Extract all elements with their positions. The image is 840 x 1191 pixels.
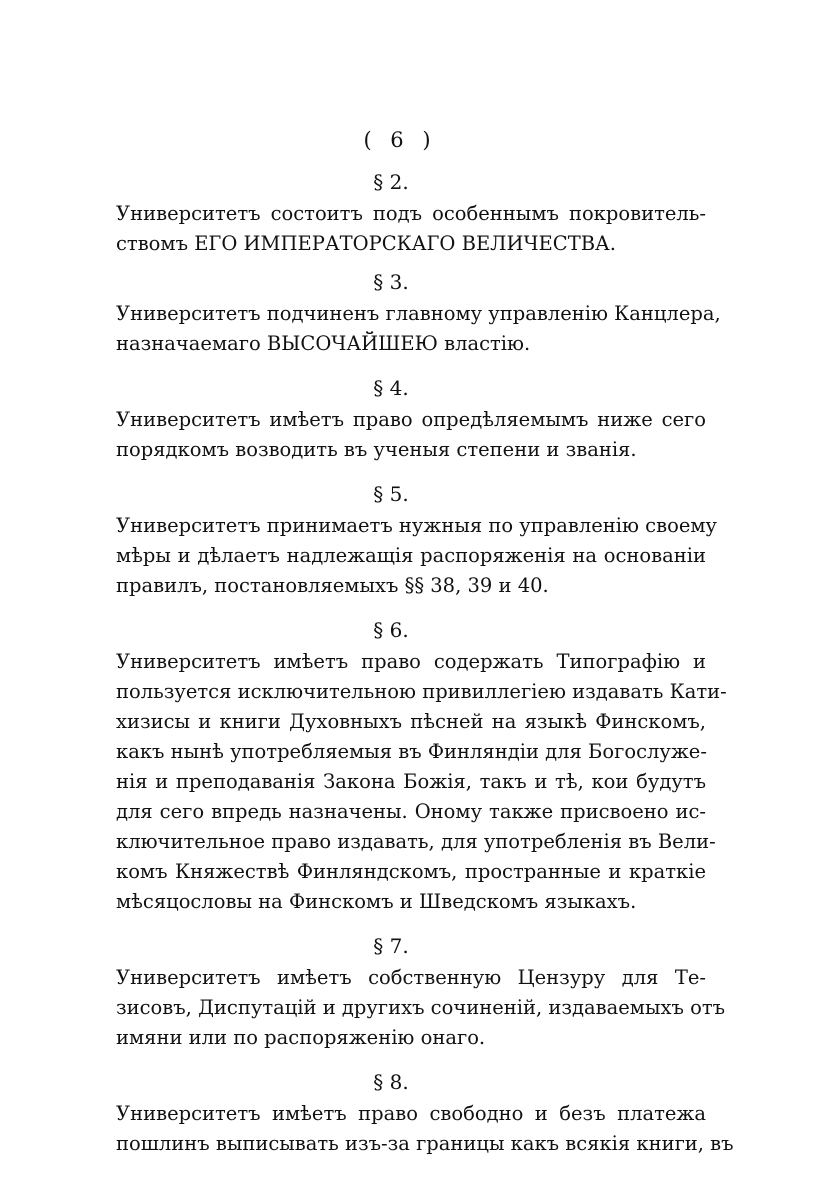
text-line: хизисы и книги Духовныхъ пѣсней на языкѣ Финскомъ, xyxy=(116,710,706,733)
text-line: мѣсяцословы на Финскомъ и Шведскомъ языкахъ. xyxy=(116,890,637,913)
section-paragraph xyxy=(116,405,706,465)
section-paragraph xyxy=(116,511,717,601)
text-line: ствомъ ЕГО ИМПЕРАТОРСКАГО ВЕЛИЧЕСТВА. xyxy=(116,232,616,255)
section-heading: § 2. xyxy=(373,170,409,194)
text-line: имяни или по распоряженію онаго. xyxy=(116,1026,486,1049)
text-line: правилъ, постановляемыхъ §§ 38, 39 и 40. xyxy=(116,574,549,597)
text-line: порядкомъ возводить въ ученыя степени и званія. xyxy=(116,438,637,461)
section-heading: § 4. xyxy=(373,376,409,400)
text-line: нія и преподаванія Закона Божія, такъ и тѣ, кои будутъ xyxy=(116,770,706,793)
text-line: Университетъ подчиненъ главному управленію Канцлера, xyxy=(116,302,721,325)
text-line: комъ Княжествѣ Финляндскомъ, пространные и краткіе xyxy=(116,860,706,883)
section-paragraph xyxy=(116,299,721,359)
text-line: Университетъ имѣетъ право свободно и безъ платежа xyxy=(116,1102,706,1125)
text-line: какъ нынѣ употребляемыя въ Финляндіи для Богослуже- xyxy=(116,740,707,763)
section-paragraph xyxy=(116,647,727,917)
section-paragraph xyxy=(116,199,706,259)
section-heading: § 6. xyxy=(373,618,409,642)
text-line: Университетъ состоитъ подъ особеннымъ покровитель- xyxy=(116,202,706,225)
text-line: зисовъ, Диспутацій и другихъ сочиненій, издаваемыхъ отъ xyxy=(116,996,726,1019)
text-line: Университетъ имѣетъ право содержать Типографію и xyxy=(116,650,706,673)
text-line: назначаемаго ВЫСОЧАЙШЕЮ властію. xyxy=(116,332,531,355)
section-heading: § 7. xyxy=(373,934,409,958)
text-line: мѣры и дѣлаетъ надлежащія распоряженія на основаніи xyxy=(116,544,706,567)
text-line: Университетъ принимаетъ нужныя по управленію своему xyxy=(116,514,717,537)
document-body xyxy=(116,165,734,1171)
section-heading: § 3. xyxy=(373,270,409,294)
text-line: для сего впредь назначены. Оному также присвоено ис- xyxy=(116,800,706,823)
section-paragraph xyxy=(116,963,726,1053)
text-line: пошлинъ выписывать изъ-за границы какъ всякія книги, въ xyxy=(116,1132,734,1155)
page-number: ( 6 ) xyxy=(363,128,437,152)
text-line: Университетъ имѣетъ собственную Цензуру для Те- xyxy=(116,966,706,989)
text-line: ключительное право издавать, для употребленія въ Вели- xyxy=(116,830,716,853)
section-paragraph xyxy=(116,1099,734,1159)
text-line: пользуется исключительною привиллегіею издавать Кати- xyxy=(116,680,727,703)
text-line: Университетъ имѣетъ право опредѣляемымъ ниже сего xyxy=(116,408,706,431)
section-heading: § 5. xyxy=(373,482,409,506)
section-heading: § 8. xyxy=(373,1070,409,1094)
